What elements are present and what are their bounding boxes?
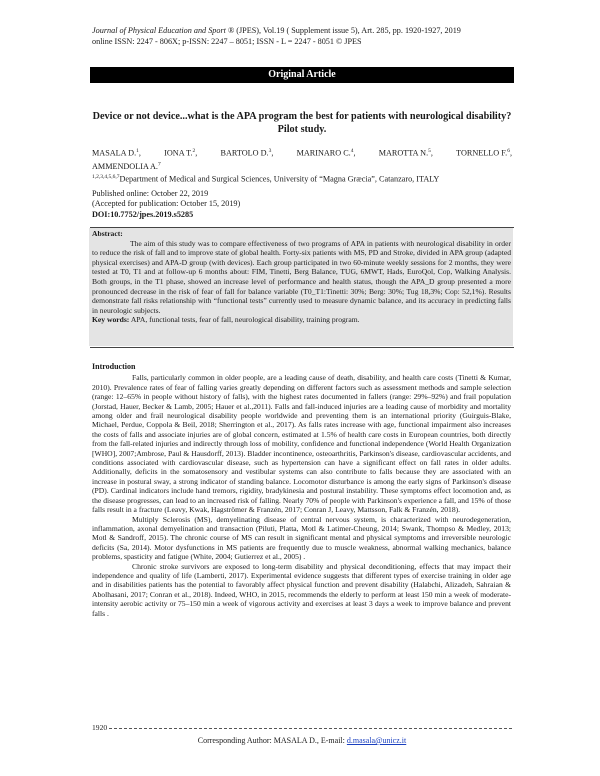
author: MARINARO C.$^4$, [296, 148, 356, 158]
affiliation: $^{1,2,3,4,5,6,7}$Department of Medical and Surgical Sciences, University of “Magna Græcia”, Catanzaro, ITALY [92, 174, 440, 185]
page-number: 1920 [92, 723, 108, 732]
author-list [92, 146, 512, 159]
abstract-label: Abstract: [92, 229, 123, 238]
journal-header [92, 26, 522, 47]
article-type-banner: Original Article [90, 67, 514, 83]
email-link[interactable]: d.masala@unicz.it [346, 736, 407, 745]
corresponding-author: Corresponding Author: MASALA D., E-mail: d.masala@unicz.it [197, 736, 407, 745]
page-footer [92, 723, 512, 732]
paragraph: Multiply Sclerosis (MS), demyelinating disease of central nervous system, is characterized with neurodegeneration, inflammation, axonal demyelination and transaction (Piluti, Platta, Motl & Latimer-Cheung, 2014; Swank, Thompso & Medley, 2013; Motl & Sandroff, 2015). The chronic course of MS can result in significant mental and physical symptoms and irreversible neurologic deficits (Sa, 2014). Motor dysfunctions in MS patients are frequently due to muscle weakness, abnormal walking mechanics, balance problems, spasticity and fatigue (White, 2004; Gutierrez et al., 2005) . [92, 514, 511, 562]
author: IONA T.$^2$, [164, 148, 198, 158]
journal-citation-line [92, 26, 522, 37]
journal-name: Journal of Physical Education and Sport [92, 26, 226, 35]
author: TORNELLO F.$^6$, [456, 148, 512, 158]
doi: DOI:10.7752/jpes.2019.s5285 [92, 209, 194, 219]
author: BARTOLO D.$^3$, [220, 148, 274, 158]
publication-info [92, 189, 512, 220]
paragraph: Chronic stroke survivors are exposed to long-term disability and physical deconditioning, effects that may impact their independence and quality of life (Lamberti, 2017). Experimental evidence suggests that different types of exercise training in older age and in disabilities patients has the potential to favorably affect physical function and prevent disability (Halabchi, Alizadeh, Sahraian & Abolhasani, 2017; Conran et al., 2018). Indeed, WHO, in 2015, recommends the elderly to perform at least 150 min a week of moderate-intensity aerobic activity or 75–150 min a week of vigorous activity and exercises at least 3 days a week to improve balance and prevent falls . [92, 561, 511, 618]
divider [90, 347, 514, 348]
author-list-continued [92, 159, 512, 172]
abstract [92, 229, 511, 325]
author-block [92, 146, 512, 186]
journal-issn-line: online ISSN: 2247 - 806X; p-ISSN: 2247 – 8051; ISSN - L = 2247 - 8051 © JPES [92, 36, 362, 46]
paragraph: Falls, particularly common in older people, are a leading cause of death, disability, and health care costs (Tinetti & Kumar, 2010). Prevalence rates of fear of falling varies greatly depending on different factors such as assessment methods and sample selection (range: 12–65% in people without history of falls), with the highest rates documented in fallers (range: 29%–92%) and frail population (Jorstad, Hauer, Becker & Lamb, 2005; Hauer et al.,2011). Falls and fall-induced injuries are a leading cause of morbidity and mortality among older and frail neurological disability people worldwide and preventing them is an international priority (Guirguis-Blake, Michael, Perdue, Coppola & Beil, 2018; Sherrington et al., 2017). As falls rates increase with age, functional impairment also increases the costs of falls and associate injuries are of global concern, estimated at 1.5% of health care costs in European countries, both directly from the fall-related injuries and indirectly through loss of mobility, confidence and functional independence (World Health Organization [WHO], 2007;Ambrose, Paul & Hausdorff, 2013). Bladder incontinence, osteoarthritis, Parkinson's disease, cardiovascular accidents, and conditions associated with cardiovascular disease, such as hypertension can have a significant effect on fall rates in older adults. Additionally, deficits in the somatosensory and vestibular systems can also contribute to falls because they are associated with an increase in postural sway, a strong indicator of standing balance. Locomotor disturbance is among the early signs of Parkinson's disease (PD). Cardinal indicators include hand tremors, rigidity, bradykinesia and postural instability. These symptoms effect locomotion and, as the disease progresses, can lead to an increased risk of falling. Nearly 70% of people with Parkinson's experience a fall, and 15% of those falls result in a fracture (Leavy, Kwak, Hagströmer & Franzén, 2017; Conran J, Leavy, Mattsson, Falk & Franzén, 2018). [92, 373, 511, 515]
introduction-section [92, 362, 511, 618]
accepted-date: (Accepted for publication: October 15, 2019) [92, 199, 241, 209]
abstract-body: The aim of this study was to compare effectiveness of two programs of APA in patients with neurological disability in order to reduce the risk of fall and to improve state of global health. Forty-six patients with MS, PD and Stroke, divided in APA group (adapted physical exercises) and APA-D group (with devices). Each group participated in two 60-minute weekly sessions for 2 months, they were tested at T0, T1 and at follow-up 6 months about: FIM, Tinetti, Berg Balance, TUG, 6MWT, Hads, EuroQol, Cop, Walking Analysis. Both groups, in the T1 phase, showed an increase level of performance and health status, though the APA_D group presented a more pronounced decrease in the risk of fear of fall for balance variable (T0_T1:Tinetti: 30%; Berg: 30%; Tug 18,3%; Cop: 52,1%). Results demonstrate fall risks relationship with “functional tests” currently used to measure dynamic balance, and its accuracy in predicting falls in neurologic subjects. [92, 238, 511, 315]
footer-rule [109, 728, 512, 729]
article-title: Device or not device...what is the APA program the best for patients with neurological disability? Pilot study. [92, 111, 512, 135]
section-heading: Introduction [92, 362, 136, 371]
author: MASALA D.$^1$, [92, 148, 141, 158]
keywords: Key words: APA, functional tests, fear of fall, neurological disability, training program. [92, 315, 360, 325]
published-date: Published online: October 22, 2019 [92, 189, 209, 198]
author: AMMENDOLIA A.$^7$ [92, 161, 161, 171]
journal-volume-info: ® (JPES), Vol.19 ( Supplement issue 5), Art. 285, pp. 1920-1927, 2019 [225, 26, 461, 35]
author: MAROTTA N.$^5$, [378, 148, 433, 158]
